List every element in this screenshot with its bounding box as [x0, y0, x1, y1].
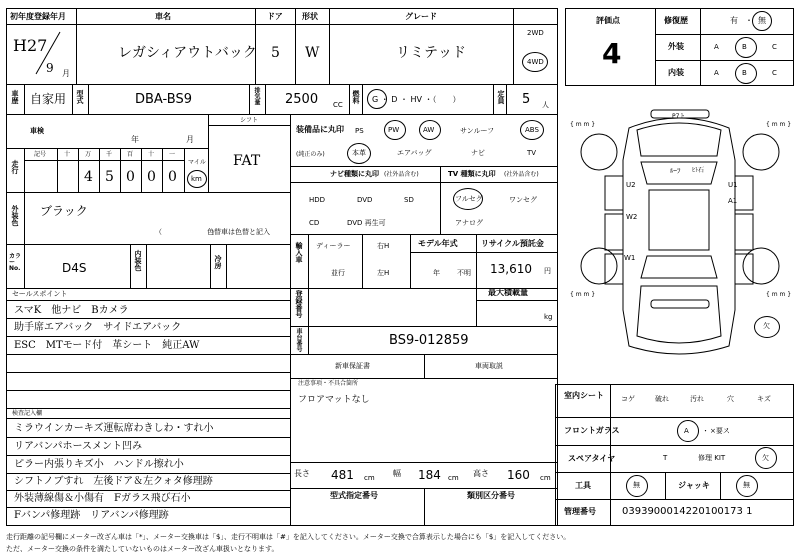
- color-no-label: カラーNo.: [9, 253, 22, 272]
- model-year-unit: 年: [433, 269, 440, 277]
- mgmt-value: 0393900014220100173 1: [622, 506, 753, 517]
- glass-label: フロントガラス: [564, 426, 620, 435]
- door-label: ドア: [267, 12, 283, 21]
- shaken-label: 車検: [30, 127, 44, 135]
- repair-yes: 有: [730, 16, 738, 25]
- score-value: 4: [602, 37, 622, 70]
- class-number-label: 類別区分番号: [467, 491, 515, 500]
- exterior-label: 外装: [668, 42, 684, 51]
- displacement: 2500: [285, 92, 319, 107]
- diagram-front-label: P7ト: [672, 113, 686, 120]
- shaken-month-unit: 月: [186, 135, 194, 144]
- chassis-value: BS9-012859: [389, 333, 469, 348]
- score-label: 評価点: [596, 16, 620, 25]
- mileage-digit-5: 0: [147, 169, 156, 185]
- equip-navi: ナビ: [471, 149, 485, 157]
- recycle-value: 13,610: [490, 262, 532, 276]
- diagram-w1: W1: [624, 254, 636, 262]
- length-unit: cm: [364, 474, 375, 482]
- capacity: 5: [522, 92, 531, 107]
- inspector-line-2: リアバンパホースメント凹み: [14, 441, 142, 452]
- shape: W: [305, 45, 320, 61]
- equip-aw: AW: [423, 126, 435, 134]
- glass-a: A: [684, 427, 689, 435]
- grade-label: グレード: [405, 12, 437, 21]
- color-label: 外装色: [11, 205, 19, 226]
- width-unit: cm: [448, 474, 459, 482]
- spare-missing: 欠: [762, 454, 769, 462]
- height-unit: cm: [540, 474, 551, 482]
- shift-value: FAT: [233, 153, 261, 169]
- sales-points-label: セールスポイント: [12, 290, 68, 298]
- tools-label: 工具: [575, 481, 591, 490]
- seat-label: 室内シート: [564, 391, 604, 400]
- spare-t: T: [663, 454, 668, 462]
- use: 自家用: [30, 92, 67, 106]
- cc-unit: CC: [333, 101, 343, 109]
- inspector-label: 検査記入欄: [12, 410, 43, 417]
- mile-label: マイル: [188, 159, 206, 166]
- footer-line-1: 走行距離の記号欄にメーター改ざん車は「*」、メーター交換車は「$」、走行不明車は「#」を記入してください。メーター交換で合算表示した場合にも「$」を記入してください。: [6, 533, 571, 541]
- seat-item-1: コゲ: [621, 395, 635, 403]
- fuel-label: 燃料: [352, 90, 360, 104]
- jack-value: 無: [743, 481, 750, 489]
- seat-item-5: キズ: [757, 395, 771, 403]
- import-left-h: 左H: [377, 269, 390, 277]
- inspector-line-3: ピラー内張りキズ小 ハンドル擦れ小: [14, 459, 184, 470]
- type-designation-label: 型式指定番号: [330, 491, 378, 500]
- digit-label-6: 一: [169, 151, 176, 158]
- tv-sub: (社外品含む): [504, 171, 539, 178]
- inspector-line-1: ミラウインカーキズ運転席わきしわ・すれ小: [14, 423, 214, 434]
- tv-fullseg: フルセグ: [455, 195, 483, 203]
- digit-label-4: 百: [127, 151, 134, 158]
- doors: 5: [271, 45, 280, 61]
- diagram-u2: U2: [626, 181, 636, 189]
- import-right-h: 右H: [377, 242, 390, 250]
- mileage-label: 走行: [11, 160, 19, 174]
- shift-label: シフト: [240, 117, 259, 124]
- equip-leather: 本革: [352, 149, 366, 157]
- navi-label: ナビ種類に丸印: [330, 170, 379, 178]
- color-note-paren: （ ）: [155, 228, 218, 236]
- max-load-label: 最大積載量: [488, 288, 528, 297]
- height-value: 160: [507, 468, 530, 482]
- interior-label: 内装: [668, 68, 684, 77]
- color-no: D4S: [62, 261, 87, 275]
- width-value: 184: [418, 468, 441, 482]
- tv-label: TV 種類に丸印: [448, 170, 496, 178]
- person-unit: 人: [542, 101, 549, 109]
- reg-month: 9: [46, 61, 54, 75]
- digit-label-3: 千: [106, 151, 113, 158]
- equip-abs: ABS: [525, 126, 539, 134]
- diagram-mm-2: { m m }: [766, 121, 792, 128]
- color-note: 色替車は色替と記入: [207, 228, 270, 236]
- notes-label: 注意事項・不具合箇所: [298, 380, 359, 387]
- equip-pw: PW: [388, 126, 400, 134]
- shaken-year-unit: 年: [131, 135, 139, 144]
- tv-oneseg: ワンセグ: [509, 196, 537, 204]
- seat-item-3: 汚れ: [690, 395, 704, 403]
- diagram-a1: A1: [728, 197, 738, 205]
- mgmt-label: 管理番号: [564, 507, 596, 516]
- navi-sd: SD: [404, 196, 414, 204]
- new-warranty: 新車保証書: [335, 362, 370, 370]
- mileage-digit-2: 4: [84, 169, 93, 185]
- reg-era: H27: [13, 36, 48, 55]
- seat-item-4: 穴: [727, 395, 734, 403]
- interior-b: B: [742, 69, 747, 77]
- vehicle-manual: 車両取説: [475, 362, 503, 370]
- glass-needs: ×要ス: [710, 427, 730, 435]
- exterior-c: C: [772, 43, 777, 51]
- inspector-line-5: 外装薄線傷＆小傷有 Fガラス飛び石小: [14, 493, 191, 504]
- diagram-w2: W2: [626, 213, 638, 221]
- tools-value: 無: [633, 481, 640, 489]
- tv-analog: アナログ: [455, 219, 483, 227]
- drive-4wd: 4WD: [527, 58, 544, 66]
- model: DBA-BS9: [135, 92, 192, 107]
- diagram-mm-1: { m m }: [570, 121, 596, 128]
- repair-dot: ・: [745, 16, 753, 25]
- exterior-a: A: [714, 43, 719, 51]
- equip-sunroof: サンルーフ: [460, 127, 495, 135]
- diagram-mm-4: { m m }: [766, 291, 792, 298]
- footer-line-2: ただ、メーター交換の条件を満たしていないものはメーター改ざん車扱いとなります。: [6, 545, 279, 553]
- interior-color-label: 内装色: [134, 250, 142, 271]
- diagram-u1: U1: [728, 181, 738, 189]
- km-label: km: [191, 175, 202, 183]
- inspector-line-6: Fバンパ修理跡 リアバンパ修理跡: [14, 510, 169, 521]
- navi-cd: CD: [309, 219, 320, 227]
- sales-point-line-3: ESC MTモード付 革シート 純正AW: [14, 340, 200, 351]
- grade: リミテッド: [396, 45, 466, 61]
- digit-label-2: 万: [85, 151, 92, 158]
- navi-sub: (社外品含む): [384, 171, 419, 178]
- import-label: 輸入車: [295, 242, 303, 263]
- equip-airbag: エアバッグ: [397, 149, 432, 157]
- length-label: 長さ: [294, 469, 310, 478]
- ac-label: 冷房: [214, 255, 222, 269]
- use-label: 車歴: [11, 90, 19, 104]
- notes-value: フロアマットなし: [298, 395, 370, 405]
- interior-a: A: [714, 69, 719, 77]
- digit-label-5: 十: [148, 151, 155, 158]
- repair-no: 無: [758, 16, 766, 25]
- kigo-label: 記号: [34, 151, 47, 158]
- jack-label: ジャッキ: [678, 481, 710, 490]
- displacement-label: 排気量: [253, 87, 260, 105]
- first-reg-label: 初年度登録年月: [10, 12, 66, 21]
- sales-point-line-1: スマK 他ナビ Bカメラ: [14, 305, 129, 316]
- equip-tv: TV: [527, 149, 537, 157]
- import-dealer: ディーラー: [316, 242, 351, 250]
- interior-c: C: [772, 69, 777, 77]
- color-value: ブラック: [40, 204, 88, 218]
- seat-item-2: 破れ: [655, 395, 669, 403]
- reg-number-label: 登録番号: [295, 290, 303, 318]
- recycle-label: リサイクル預託金: [481, 239, 544, 248]
- import-parallel: 並行: [331, 269, 345, 277]
- model-label: 型式: [76, 90, 84, 104]
- equipment-sublabel: (純正のみ): [296, 151, 325, 158]
- diagram-mm-3: { m m }: [570, 291, 596, 298]
- drive-2wd: 2WD: [527, 29, 544, 37]
- model-year-label: モデル年式: [418, 239, 458, 248]
- spare-label: スペアタイヤ: [568, 454, 616, 463]
- car-name-label: 車名: [155, 12, 171, 21]
- kg-unit: kg: [544, 313, 553, 321]
- navi-dvd: DVD: [357, 196, 373, 204]
- equipment-label: 装備品に丸印: [296, 125, 344, 134]
- repair-label: 修復歴: [664, 16, 688, 25]
- chassis-label: 車台番号: [295, 328, 302, 352]
- diagram-roof-mark: ﾋﾄ石: [692, 167, 705, 174]
- shape-label: 形状: [302, 12, 318, 21]
- car-name: レガシィアウトバック: [118, 45, 257, 61]
- mileage-digit-6: 0: [168, 169, 177, 185]
- month-unit: 月: [62, 69, 70, 78]
- yen-unit: 円: [544, 267, 551, 275]
- fuel-options: G ・ D ・ HV ・（ ）: [372, 95, 461, 104]
- navi-dvd-play: DVD 再生可: [347, 219, 386, 227]
- model-year-unknown: 不明: [457, 269, 471, 277]
- spare-kit: 修理 KIT: [698, 454, 726, 462]
- navi-hdd: HDD: [309, 196, 326, 204]
- width-label: 幅: [393, 469, 401, 478]
- glass-dot: ・: [702, 427, 709, 435]
- mileage-digit-3: 5: [105, 169, 114, 185]
- length-value: 481: [331, 468, 354, 482]
- height-label: 高さ: [473, 469, 489, 478]
- diagram-roof-label: ﾙｰﾌ: [670, 167, 681, 175]
- diagram-rear-mark: 欠: [763, 322, 770, 330]
- mileage-digit-4: 0: [126, 169, 135, 185]
- exterior-b: B: [742, 43, 747, 51]
- sales-point-line-2: 助手席エアバック サイドエアバック: [14, 322, 182, 333]
- inspector-line-4: シフトノブすれ 左後ドア＆左クォタ修理跡: [14, 476, 213, 487]
- equip-ps: PS: [355, 127, 364, 135]
- digit-label-1: 十: [64, 151, 71, 158]
- capacity-label: 定員: [497, 90, 505, 104]
